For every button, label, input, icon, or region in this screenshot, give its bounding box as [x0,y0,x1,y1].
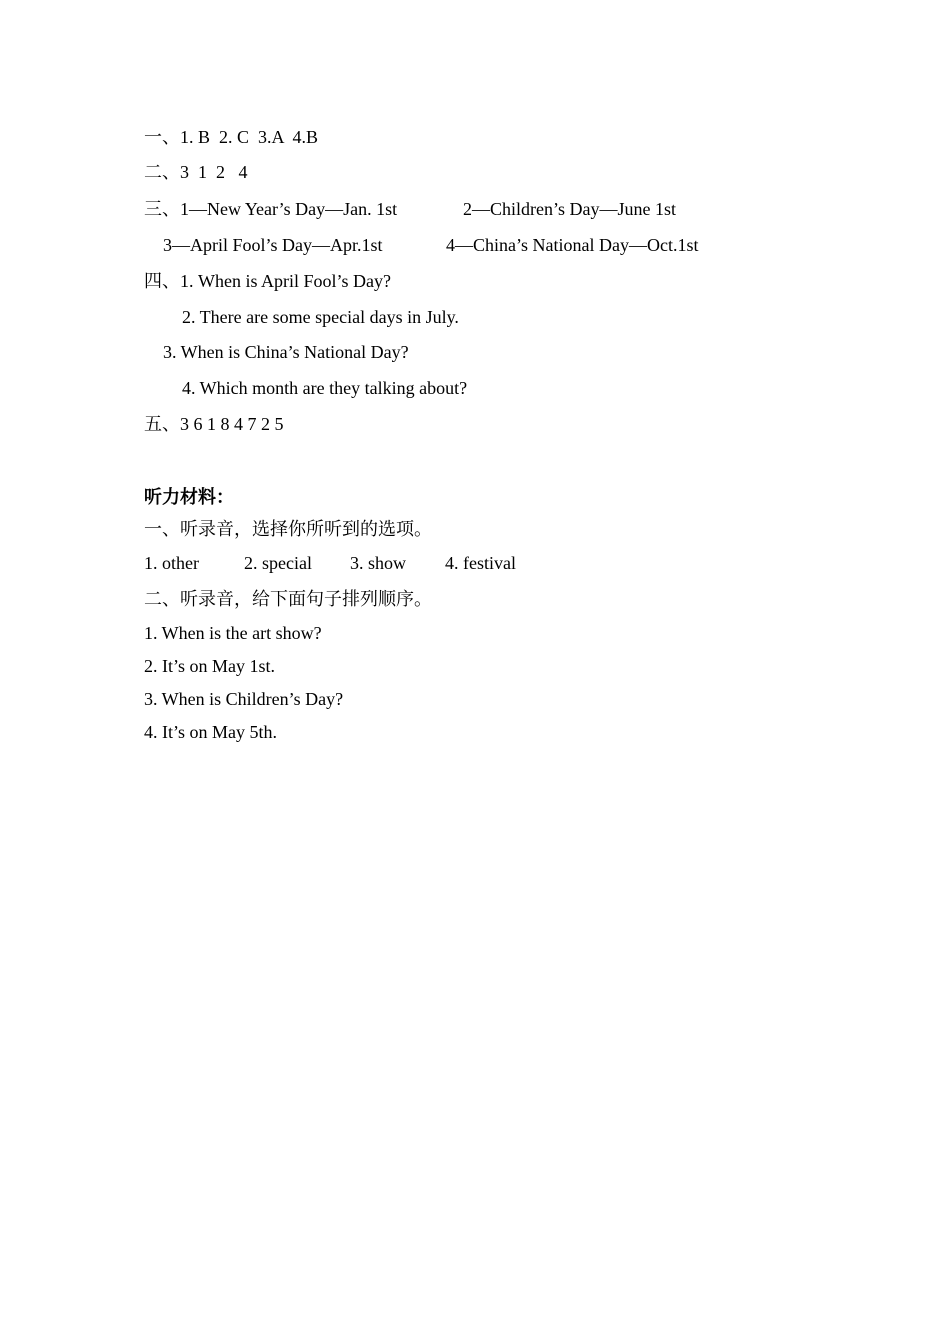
listening-option-2: 2. special [244,553,312,573]
answer-q1: 一、1. B 2. C 3.A 4.B [144,127,319,147]
listening-item-3: 3. When is Children’s Day? [144,689,344,709]
answer-q2: 二、3 1 2 4 [144,162,248,182]
listening-title: 听力材料： [144,487,234,507]
listening-option-4: 4. festival [445,553,516,573]
listening-option-3: 3. show [350,553,407,573]
answer-q4-3: 3. When is China’s National Day? [163,342,409,362]
answer-q3-line1-a: 三、1—New Year’s Day—Jan. 1st [144,199,398,219]
answer-q3-line2-b: 4—China’s National Day—Oct.1st [446,235,699,255]
listening-section1-heading: 一、听录音，选择你所听到的选项。 [144,519,432,539]
answer-q3-line1-b: 2—Children’s Day—June 1st [463,199,676,219]
listening-item-4: 4. It’s on May 5th. [144,722,277,742]
listening-option-1: 1. other [144,553,199,573]
answer-q5: 五、3 6 1 8 4 7 2 5 [144,414,284,434]
answer-q3-line2-a: 3—April Fool’s Day—Apr.1st [163,235,383,255]
listening-section2-heading: 二、听录音，给下面句子排列顺序。 [144,589,432,609]
answer-q4-2: 2. There are some special days in July. [182,307,459,327]
answer-q4-1: 四、1. When is April Fool’s Day? [144,271,391,291]
listening-item-1: 1. When is the art show? [144,623,322,643]
listening-item-2: 2. It’s on May 1st. [144,656,276,676]
answer-q4-4: 4. Which month are they talking about? [182,378,468,398]
